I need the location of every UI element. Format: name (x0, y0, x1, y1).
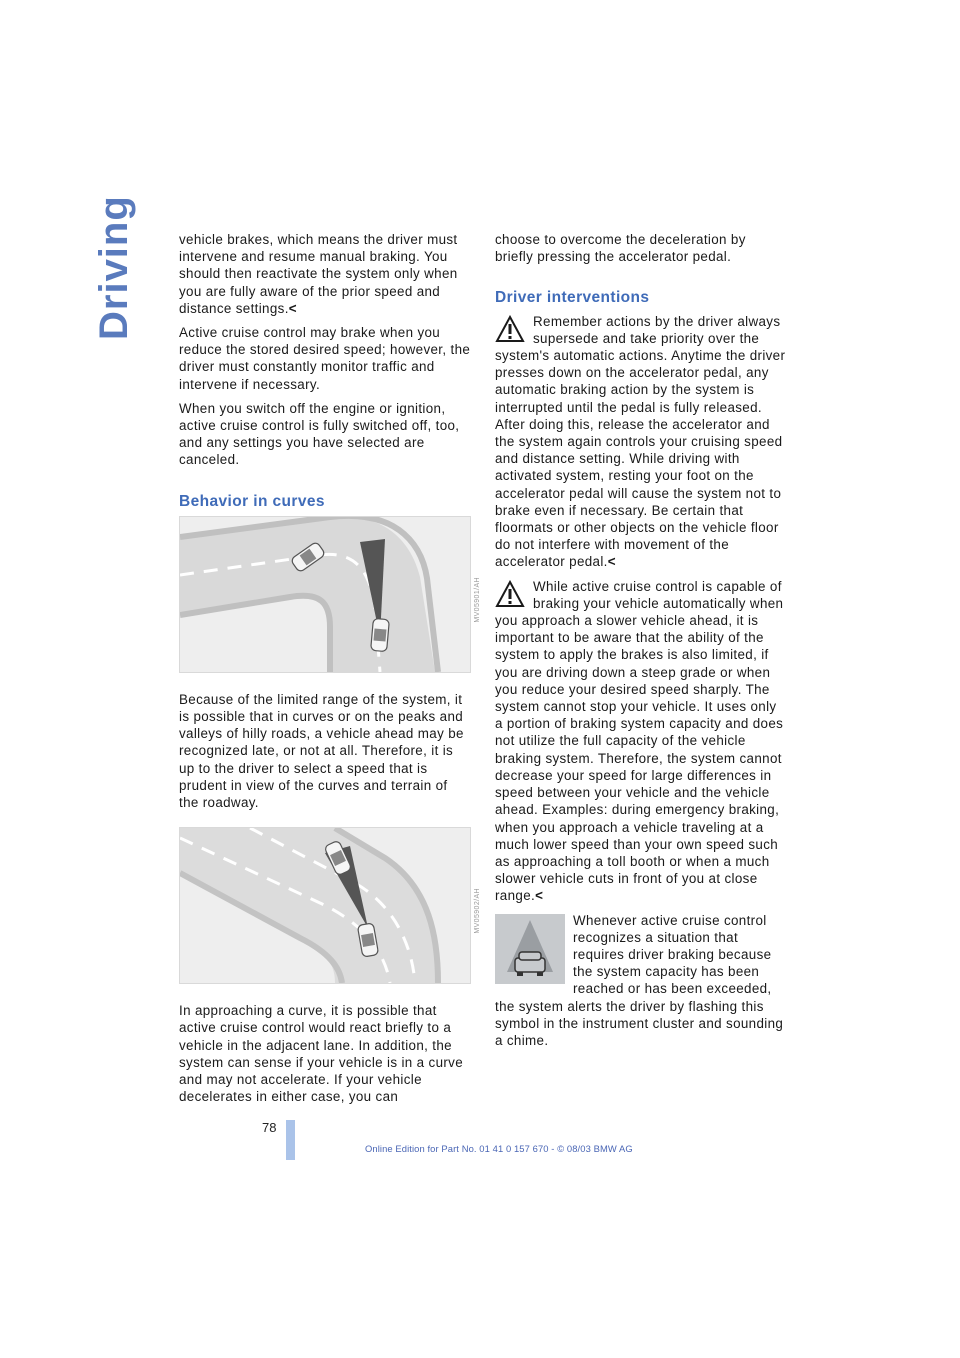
paragraph: vehicle brakes, which means the driver must intervene and resume manual braking. You should then reactivate the system only when you are fully aware of the prior speed and distance settings.< (179, 232, 458, 316)
margin-bar (286, 1120, 295, 1160)
paragraph: When you switch off the engine or ignition, active cruise control is fully switched off, too, and any settings you have selected are canceled. (179, 400, 460, 468)
warning-block (495, 578, 787, 912)
heading-driver-interventions: Driver interventions (495, 289, 650, 307)
paragraph: In approaching a curve, it is possible that active cruise control would react briefly to a vehicle in the adjacent lane. In addition, the system can sense if your vehicle is in a curve and may not accelerate. If your vehicle decelerates in either case, you can (179, 1003, 464, 1105)
paragraph: Whenever active cruise control recognizes a situation that requires driver braking because the system capacity has been reached or has been exceeded, the system alerts the driver by flashing this symbol in the instrument cluster and sounding a chime. (495, 912, 784, 1048)
warning-icon (495, 580, 525, 608)
paragraph: Because of the limited range of the system, it is possible that in curves or on the peaks and valleys of hilly roads, a vehicle ahead may be recognized late, or not at all. Therefore, it is up to the driver to select a speed that is prudent in view of the curves and terrain of the roadway. (179, 691, 464, 811)
symbol-block (495, 912, 787, 1057)
end-mark: < (535, 888, 544, 904)
heading-behavior-in-curves: Behavior in curves (179, 492, 325, 510)
right-column (495, 231, 787, 1056)
paragraph: choose to overcome the deceleration by briefly pressing the accelerator pedal. (495, 232, 746, 265)
footer-text: Online Edition for Part No. 01 41 0 157 670 - © 08/03 BMW AG (365, 1143, 633, 1154)
paragraph: Active cruise control may brake when you reduce the stored desired speed; however, the driver must constantly monitor traffic and intervene if necessary. (179, 325, 471, 392)
end-mark: < (607, 554, 616, 570)
warning-block (495, 313, 787, 578)
curve-illustration-2 (179, 827, 481, 984)
page-number: 78 (262, 1120, 277, 1135)
acc-braking-symbol-icon (495, 914, 565, 984)
section-title: Driving (92, 195, 136, 340)
curve-illustration-1 (179, 516, 481, 673)
figure-code: MV05901/AH (473, 576, 481, 623)
figure-code: MV05902/AH (473, 888, 481, 934)
left-column (179, 231, 481, 1112)
warning-text: While active cruise control is capable of braking your vehicle automatically when you approach a slower vehicle ahead, it is important to be aware that the ability of the system to apply the brakes is also limited, if you are driving down a steep grade or when you reduce your desired speed sharply. The system cannot stop your vehicle. It uses only a portion of braking system capacity and does not utilize the full capacity of the vehicle braking system. Therefore, the system cannot decrease your speed for large differences in speed between your vehicle and the vehicle ahead. Examples: during emergency braking, when you approach a vehicle traveling at a much lower speed than your own speed such as approaching a toll booth or when a much slower vehicle cuts in front of you at close range.< (495, 578, 784, 904)
end-mark: < (288, 300, 297, 316)
warning-text: Remember actions by the driver always supersede and take priority over the system's automatic actions. Anytime the driver presses down on the accelerator pedal, any automatic braking action by the system is interrupted until the pedal is fully released. After doing this, release the accelerator and the system again controls your cruising speed and distance setting. While driving with activated system, resting your foot on the accelerator pedal will cause the system not to brake even if necessary. Be certain that floormats or other objects on the vehicle floor do not interfere with movement of the accelerator pedal.< (495, 313, 786, 570)
warning-icon (495, 315, 525, 343)
own-car (371, 618, 390, 651)
